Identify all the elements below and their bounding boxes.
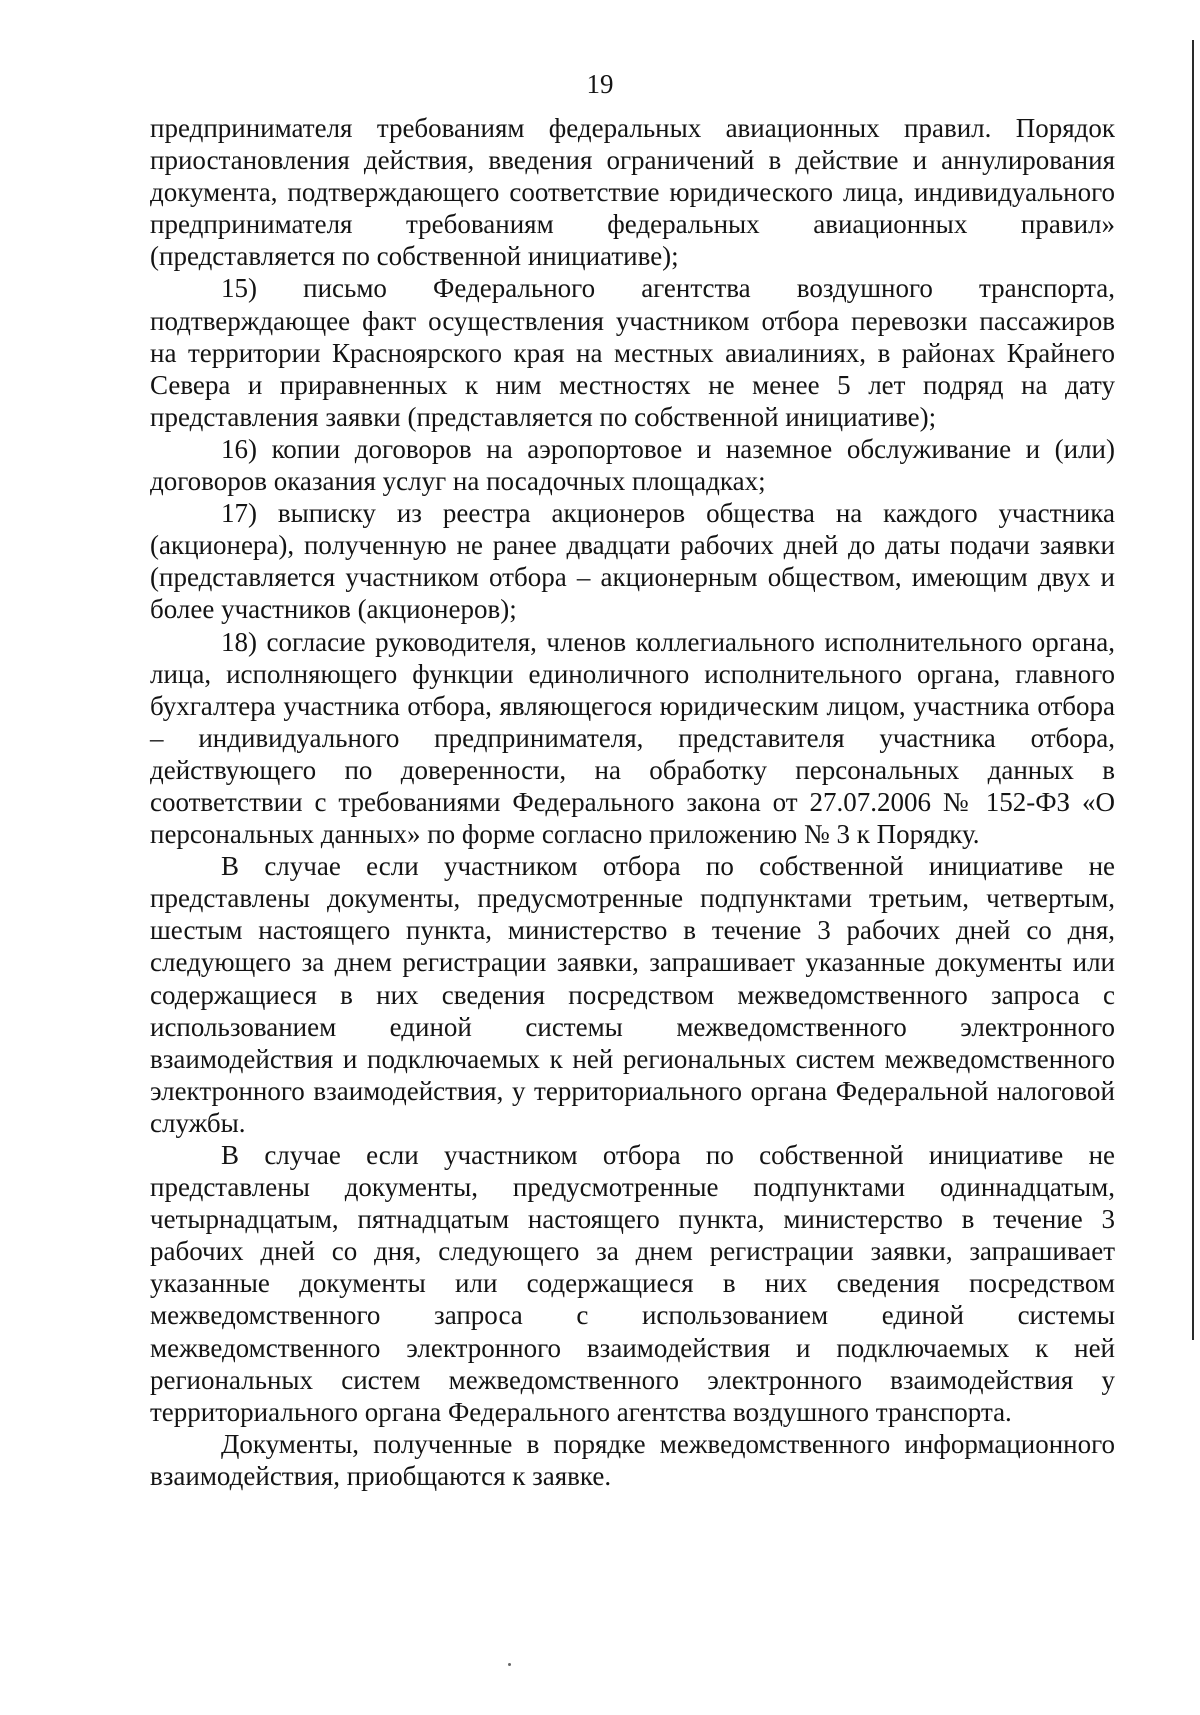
page-number: 19	[586, 69, 614, 99]
paragraph-item-16: 16) копии договоров на аэропортовое и наземное обслуживание и (или) договоров оказания услуг на посадочных площадках;	[150, 433, 1115, 497]
scan-speck	[508, 1663, 511, 1666]
paragraph-air-transport-request: В случае если участником отбора по собственной инициативе не представлены документы, предусмотренные подпунктами одиннадцатым, четырнадцатым, пятнадцатым настоящего пункта, министерство в течение 3 рабочих дней со дня, следующего за днем регистрации заявки, запрашивает указанные документы или содержащиеся в них сведения посредством межведомственного запроса с использованием единой системы межведомственного электронного взаимодействия и подключаемых к ней региональных систем межведомственного электронного взаимодействия у территориального органа Федерального агентства воздушного транспорта.	[150, 1140, 1115, 1427]
document-body	[150, 112, 1115, 1492]
paragraph-item-18: 18) согласие руководителя, членов коллегиального исполнительного органа, лица, исполняющего функции единоличного исполнительного органа, главного бухгалтера участника отбора, являющегося юридическим лицом, участника отбора – индивидуального предпринимателя, представителя участника отбора, действующего по доверенности, на обработку персональных данных в соответствии с требованиями Федерального закона от 27.07.2006 № 152-ФЗ «О персональных данных» по форме согласно приложению № 3 к Порядку.	[150, 626, 1115, 850]
paragraph-item-17: 17) выписку из реестра акционеров общества на каждого участника (акционера), полученную не ранее двадцати рабочих дней до даты подачи заявки (представляется участником отбора – акционерным обществом, имеющим двух и более участников (акционеров);	[150, 498, 1115, 625]
paragraph-continuation: предпринимателя требованиям федеральных авиационных правил. Порядок приостановления действия, введения ограничений в действие и аннулирования документа, подтверждающего соответствие юридического лица, индивидуального предпринимателя требованиям федеральных авиационных правил» (представляется по собственной инициативе);	[150, 113, 1115, 272]
paragraph-item-15: 15) письмо Федерального агентства воздушного транспорта, подтверждающее факт осуществления участником отбора перевозки пассажиров на территории Красноярского края на местных авиалиниях, в районах Крайнего Севера и приравненных к ним местностях не менее 5 лет подряд на дату представления заявки (представляется по собственной инициативе);	[150, 273, 1115, 432]
paragraph-documents-attached: Документы, полученные в порядке межведомственного информационного взаимодействия, приобщаются к заявке.	[150, 1428, 1115, 1491]
paragraph-tax-service-request: В случае если участником отбора по собственной инициативе не представлены документы, предусмотренные подпунктами третьим, четвертым, шестым настоящего пункта, министерство в течение 3 рабочих дней со дня, следующего за днем регистрации заявки, запрашивает указанные документы или содержащиеся в них сведения посредством межведомственного запроса с использованием единой системы межведомственного электронного взаимодействия и подключаемых к ней региональных систем межведомственного электронного взаимодействия, у территориального органа Федеральной налоговой службы.	[150, 851, 1115, 1138]
scan-edge-line	[1192, 40, 1194, 1340]
